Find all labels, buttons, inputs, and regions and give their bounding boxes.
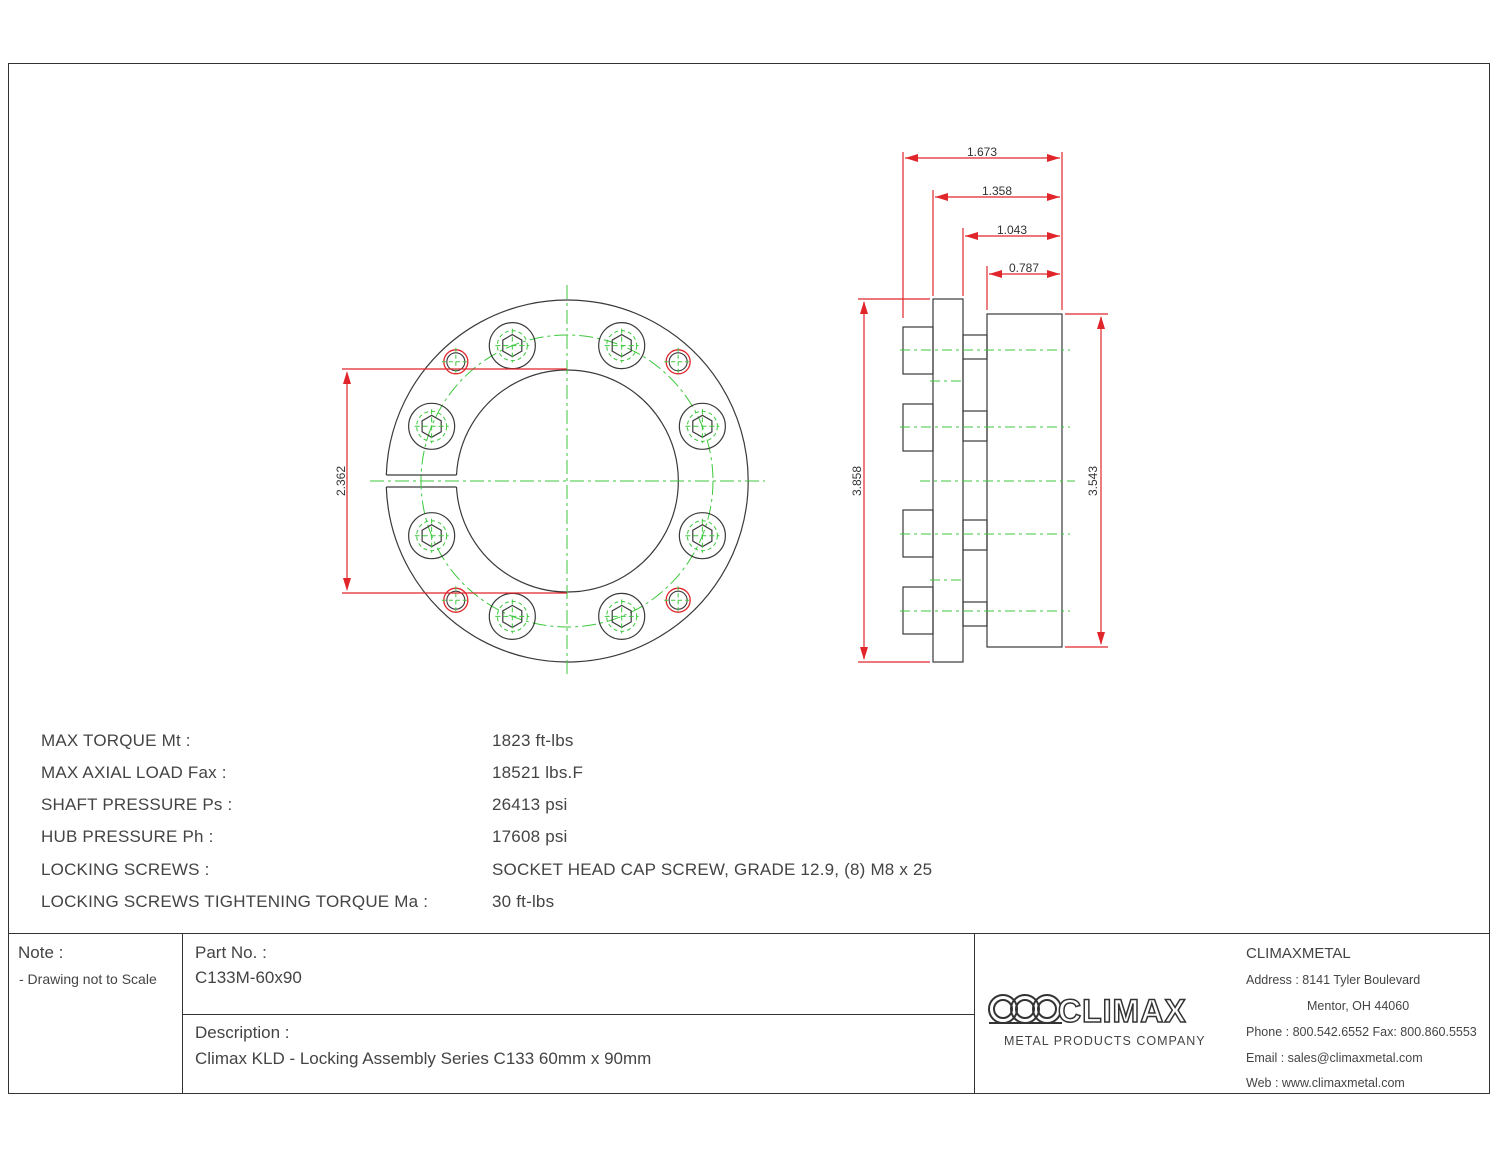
note-label: Note :: [18, 943, 64, 962]
spec-label: SHAFT PRESSURE Ps :: [41, 795, 233, 814]
jack-screw-hole: [664, 586, 692, 614]
dim-bore-label: 2.362: [334, 465, 348, 497]
company-web[interactable]: Web : www.climaxmetal.com: [1246, 1076, 1405, 1090]
jack-screw-hole: [442, 586, 470, 614]
side-dimensions: [850, 145, 1108, 662]
socket-screw: [679, 403, 725, 449]
dim-length-3-label: 1.043: [996, 223, 1028, 237]
jack-screw-hole: [442, 348, 470, 376]
part-number-value: C133M-60x90: [195, 968, 302, 987]
socket-screw: [599, 323, 645, 369]
title-block: [8, 933, 1490, 1094]
company-name: CLIMAXMETAL: [1246, 945, 1351, 962]
spec-label: LOCKING SCREWS TIGHTENING TORQUE Ma :: [41, 892, 429, 911]
socket-screw: [679, 513, 725, 559]
spec-label: MAX AXIAL LOAD Fax :: [41, 763, 227, 782]
company-address-1: Address : 8141 Tyler Boulevard: [1246, 973, 1421, 987]
spec-label: HUB PRESSURE Ph :: [41, 827, 214, 846]
part-number-label: Part No. :: [195, 943, 267, 962]
company-phone-fax: Phone : 800.542.6552 Fax: 800.860.5553: [1246, 1025, 1477, 1039]
dim-total-length-label: 1.673: [966, 145, 998, 159]
jack-screw-hole: [664, 348, 692, 376]
spec-value: 17608 psi: [492, 827, 568, 846]
dim-hub-diameter-label: 3.543: [1086, 465, 1100, 497]
dim-outer-diameter-label: 3.858: [850, 465, 864, 497]
spec-value: 26413 psi: [492, 795, 568, 814]
socket-screw: [599, 593, 645, 639]
company-address-2: Mentor, OH 44060: [1307, 999, 1410, 1013]
dim-length-2-label: 1.358: [981, 184, 1013, 198]
spec-label: LOCKING SCREWS :: [41, 860, 210, 879]
description-label: Description :: [195, 1023, 290, 1042]
spec-label: MAX TORQUE Mt :: [41, 731, 191, 750]
spec-value: 18521 lbs.F: [492, 763, 584, 782]
socket-screw: [489, 593, 535, 639]
socket-screw: [489, 323, 535, 369]
front-centerlines: [370, 285, 765, 678]
logo-tagline: METAL PRODUCTS COMPANY: [1004, 1034, 1206, 1048]
description-value: Climax KLD - Locking Assembly Series C133 60mm x 90mm: [195, 1049, 652, 1068]
socket-screw: [409, 403, 455, 449]
note-text: - Drawing not to Scale: [19, 971, 157, 987]
spec-value: SOCKET HEAD CAP SCREW, GRADE 12.9, (8) M8 x 25: [492, 860, 933, 879]
socket-screw: [409, 513, 455, 559]
logo-text: CLIMAX: [1058, 993, 1187, 1029]
spec-value: 30 ft-lbs: [492, 892, 555, 911]
spec-value: 1823 ft-lbs: [492, 731, 574, 750]
company-email[interactable]: Email : sales@climaxmetal.com: [1246, 1051, 1423, 1065]
dim-length-4-label: 0.787: [1008, 261, 1040, 275]
